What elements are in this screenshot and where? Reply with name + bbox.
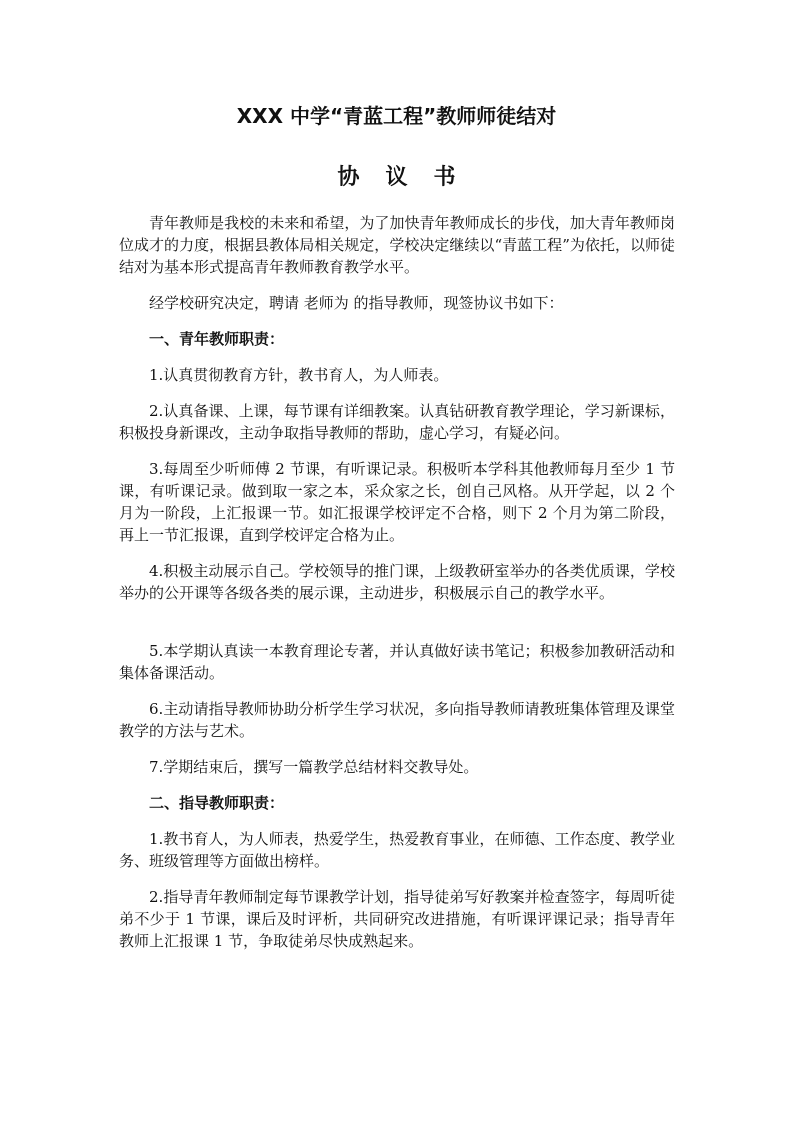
mentor-duty-2: 2.指导青年教师制定每节课教学计划，指导徒弟写好教案并检查签字，每周听徒弟不少于 1 节课，课后及时评析，共同研究改进措施，有听课评课记录；指导青年教师上汇报课 1 节，争取徒弟尽快成熟起来。 bbox=[119, 888, 675, 950]
young-teacher-duty-5: 5.本学期认真读一本教育理论专著，并认真做好读书笔记；积极参加教研活动和集体备课活动。 bbox=[119, 642, 675, 682]
young-teacher-duty-2: 2.认真备课、上课，每节课有详细教案。认真钻研教育教学理论，学习新课标，积极投身新课改，主动争取指导教师的帮助，虚心学习，有疑必问。 bbox=[119, 402, 675, 442]
document-subtitle: 协议书 bbox=[337, 165, 482, 190]
appointment-paragraph: 经学校研究决定，聘请 老师为 的指导教师，现签协议书如下： bbox=[149, 294, 564, 312]
section-heading-young-teacher: 一、青年教师职责： bbox=[149, 330, 285, 348]
young-teacher-duty-1: 1.认真贯彻教育方针，教书育人，为人师表。 bbox=[149, 366, 449, 384]
young-teacher-duty-4: 4.积极主动展示自己。学校领导的推门课，上级教研室举办的各类优质课，学校举办的公开课等各级各类的展示课，主动进步，积极展示自己的教学水平。 bbox=[119, 562, 675, 602]
document-body bbox=[119, 212, 675, 966]
young-teacher-duty-3: 3.每周至少听师傅 2 节课，有听课记录。积极听本学科其他教师每月至少 1 节课，有听课记录。做到取一家之本，采众家之长，创自己风格。从开学起，以 2 个月为一阶段，上汇报课一节。如汇报课学校评定不合格，则下 2 个月为第二阶段，再上一节汇报课，直到学校评定合格为止。 bbox=[119, 460, 675, 544]
mentor-duty-1: 1.教书育人，为人师表，热爱学生，热爱教育事业，在师德、工作态度、教学业务、班级管理等方面做出榜样。 bbox=[119, 830, 675, 870]
document-title: XXX 中学“青蓝工程”教师师徒结对 bbox=[236, 104, 557, 128]
intro-paragraph: 青年教师是我校的未来和希望，为了加快青年教师成长的步伐，加大青年教师岗位成才的力度，根据县教体局相关规定，学校决定继续以“青蓝工程”为依托，以师徒结对为基本形式提高青年教师教育教学水平。 bbox=[119, 214, 675, 276]
young-teacher-duty-7: 7.学期结束后，撰写一篇教学总结材料交教导处。 bbox=[149, 758, 479, 776]
young-teacher-duty-6: 6.主动请指导教师协助分析学生学习状况，多向指导教师请教班集体管理及课堂教学的方法与艺术。 bbox=[119, 700, 675, 740]
section-heading-mentor: 二、指导教师职责： bbox=[149, 794, 285, 812]
